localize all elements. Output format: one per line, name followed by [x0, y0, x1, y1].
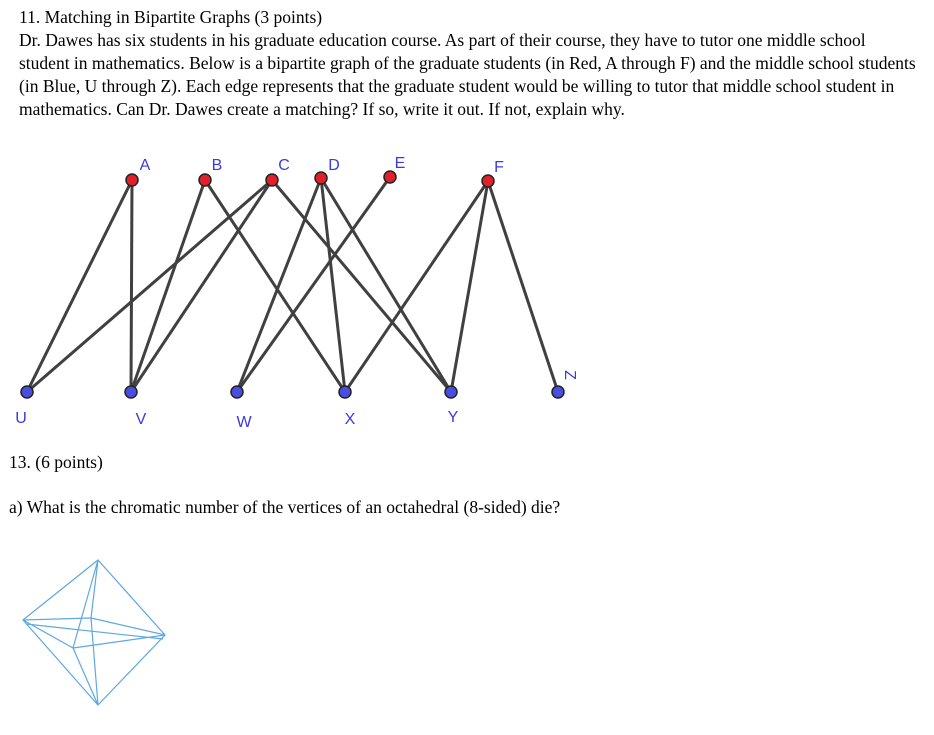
vertex-label-d: D — [328, 157, 340, 175]
vertex-v — [125, 386, 137, 398]
bipartite-graph — [0, 140, 934, 430]
vertex-e — [384, 171, 396, 183]
edge-b-v — [131, 180, 205, 392]
vertex-b — [199, 174, 211, 186]
vertex-label-a: A — [139, 157, 151, 175]
edge-c-y — [272, 180, 451, 392]
vertex-label-w: W — [236, 414, 252, 430]
vertex-label-e: E — [394, 155, 406, 173]
vertex-label-c: C — [278, 157, 290, 175]
question-11-text: Dr. Dawes has six students in his graduate education course. As part of their course, they have to tutor one middle school student in mathematics. Below is a bipartite graph of the graduate students (in Red, A through F) and the middle school students (in Blue, U through Z). Each edge represents that the graduate student would be willing to tutor that middle school student in mathematics. Can Dr. Dawes create a matching? If so, write it out. If not, explain why. — [19, 30, 916, 119]
edge-d-w — [237, 178, 321, 392]
edge-a-u — [27, 180, 132, 392]
vertex-x — [339, 386, 351, 398]
vertex-a — [126, 174, 138, 186]
vertex-u — [21, 386, 33, 398]
vertex-label-z: Z — [560, 370, 578, 380]
vertex-label-x: X — [344, 411, 356, 429]
vertex-d — [315, 172, 327, 184]
edge-f-y — [451, 181, 488, 392]
vertex-w — [231, 386, 243, 398]
octahedron-icon — [18, 555, 168, 710]
vertex-c — [266, 174, 278, 186]
vertex-label-u: U — [15, 410, 27, 428]
edge-a-v — [131, 180, 132, 392]
vertex-label-y: Y — [447, 409, 459, 427]
question-13-title: 13. (6 points) — [9, 452, 103, 472]
vertex-label-v: V — [135, 411, 147, 429]
edge-c-u — [27, 180, 272, 392]
vertex-label-f: F — [494, 159, 504, 177]
question-11-title: 11. Matching in Bipartite Graphs (3 points) — [19, 7, 323, 27]
question-13a-text: a) What is the chromatic number of the vertices of an octahedral (8-sided) die? — [9, 497, 561, 517]
question-11 — [19, 6, 919, 121]
vertex-y — [445, 386, 457, 398]
vertex-label-b: B — [211, 157, 223, 175]
question-13 — [9, 451, 560, 519]
vertex-z — [552, 386, 564, 398]
graph-edges — [27, 177, 558, 392]
edge-f-z — [488, 181, 558, 392]
vertex-f — [482, 175, 494, 187]
